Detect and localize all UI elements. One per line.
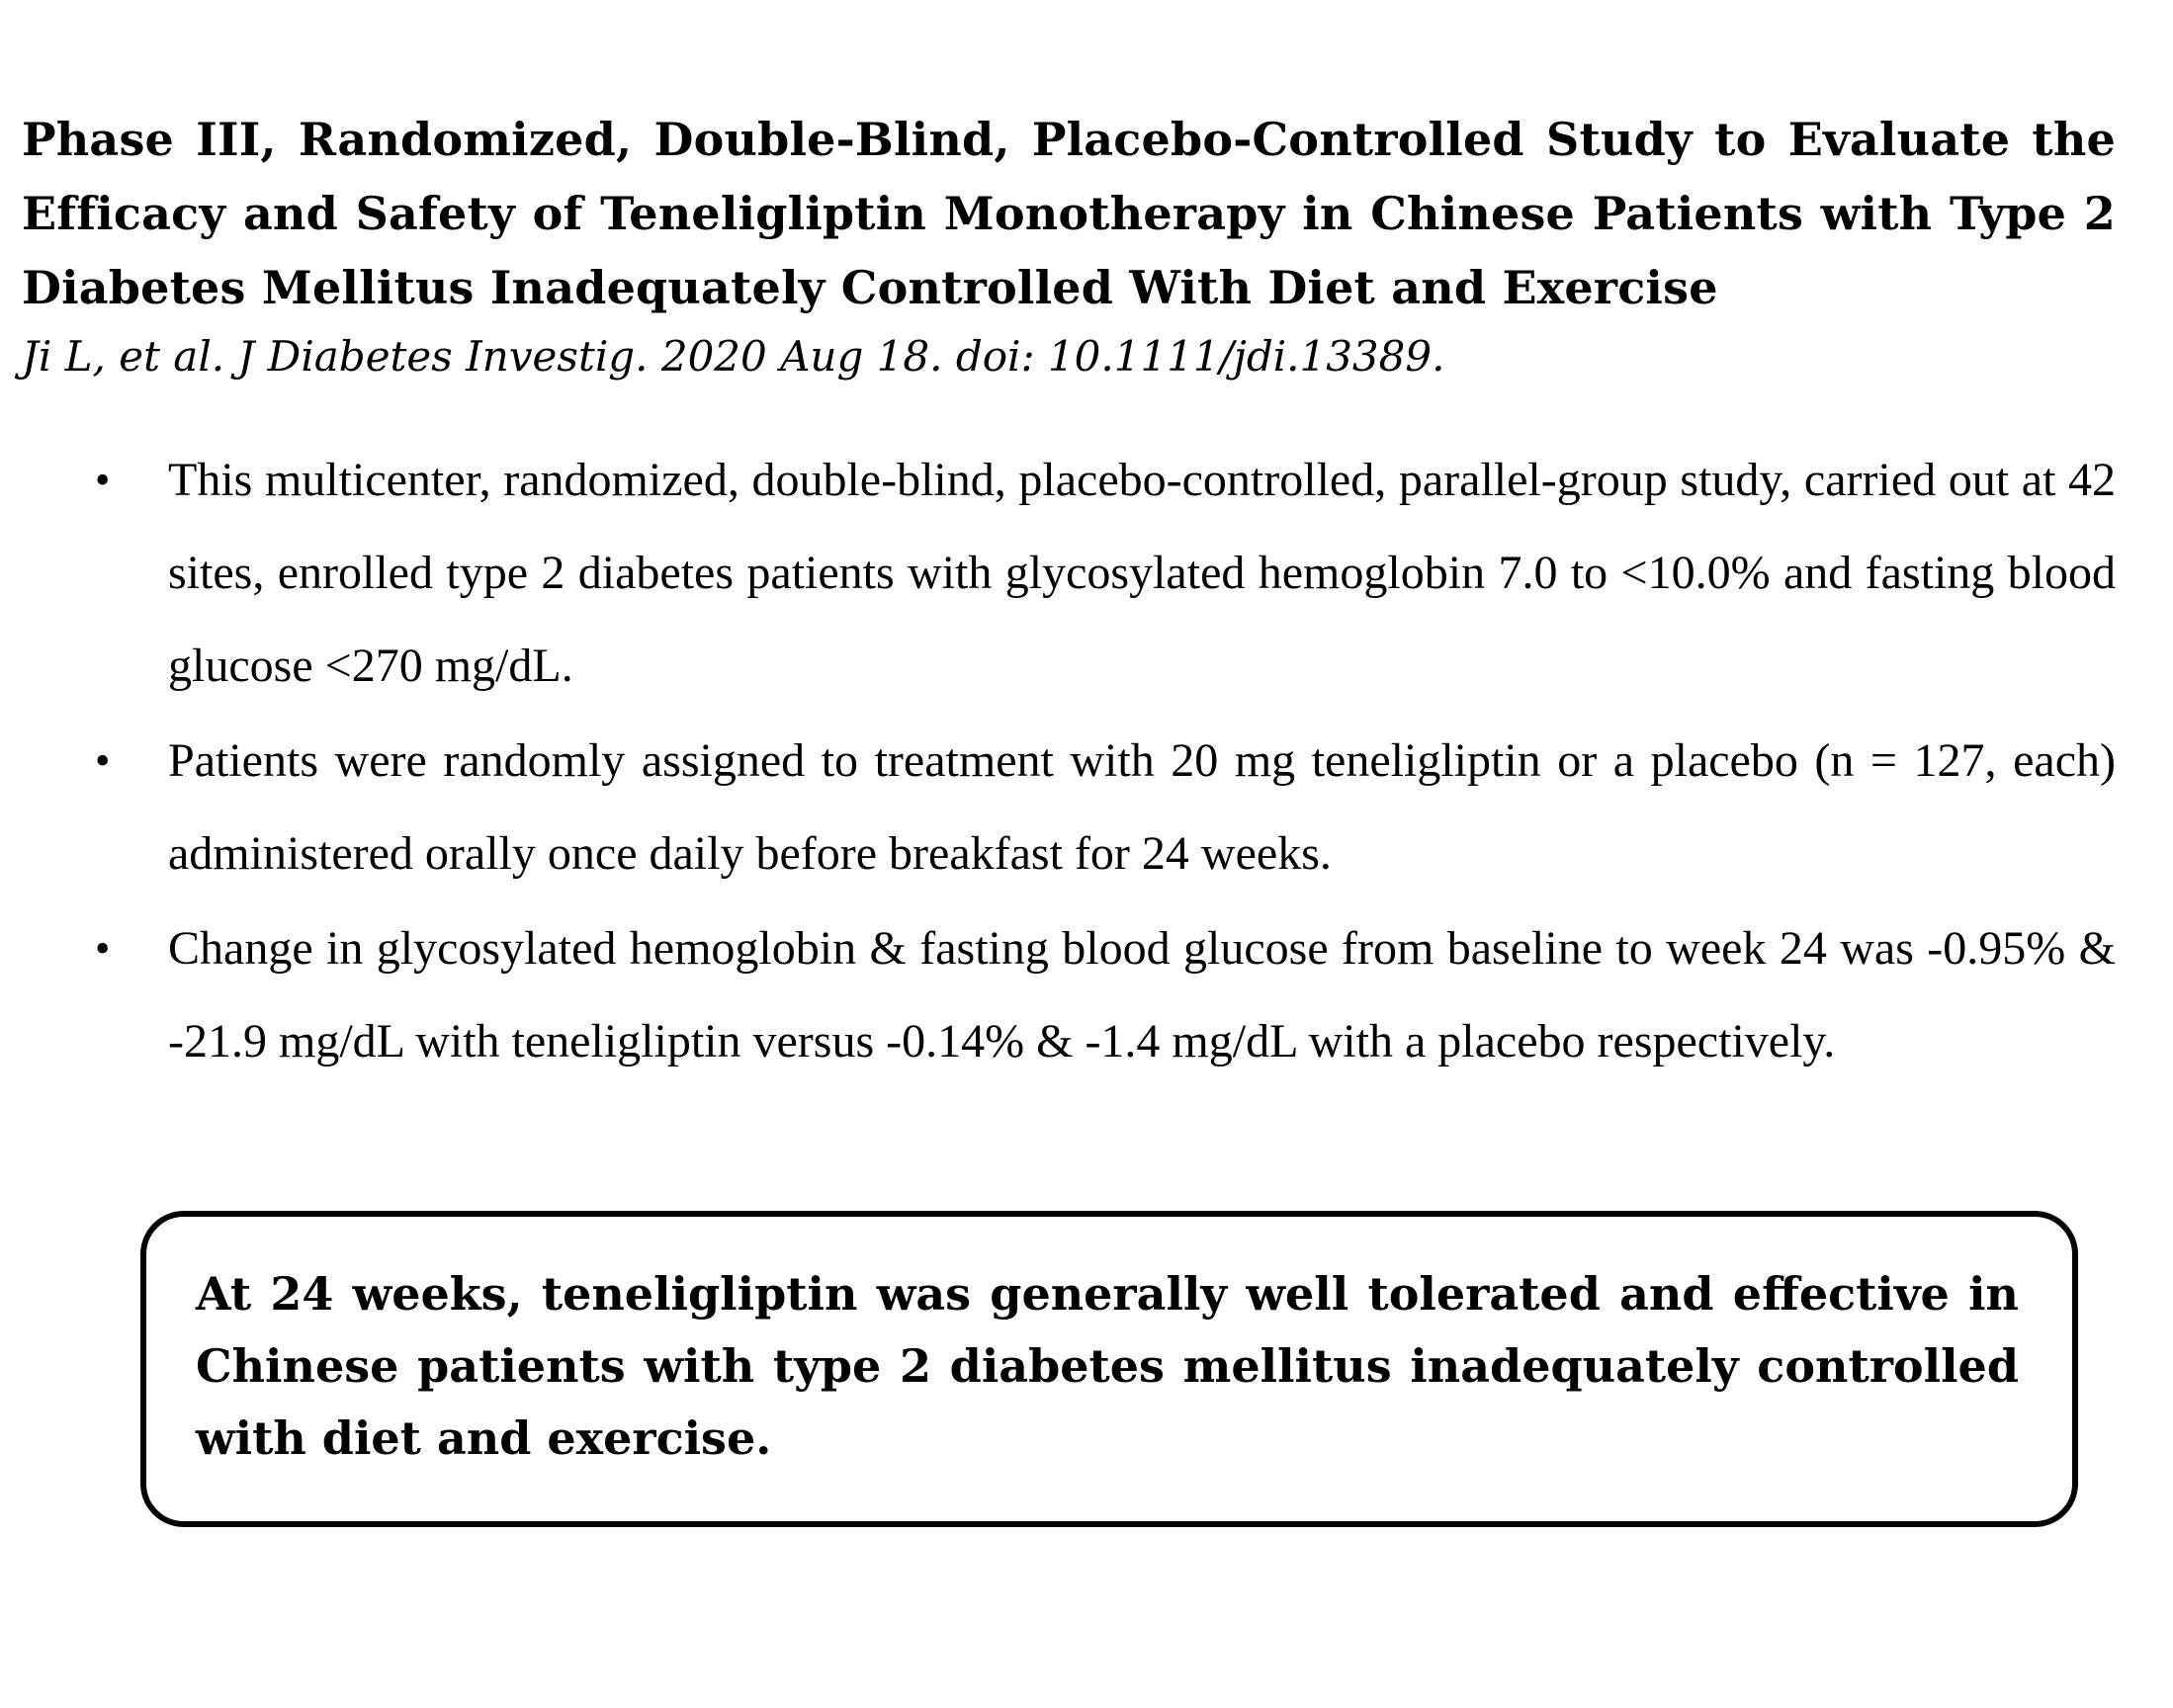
bullet-marker: • xyxy=(95,456,111,504)
bullet-marker: • xyxy=(95,736,111,785)
article-citation: Ji L, et al. J Diabetes Investig. 2020 Aug 18. doi: 10.1111/jdi.13389. xyxy=(22,332,1445,381)
conclusion-box xyxy=(140,1211,2078,1527)
summary-bullet xyxy=(95,902,2116,1088)
summary-bullet-list xyxy=(22,434,2116,1088)
conclusion-text: At 24 weeks, teneligliptin was generally well tolerated and effective in Chinese patients with type 2 diabetes mellitus inadequately controlled with diet and exercise. xyxy=(196,1267,2019,1465)
bullet-marker: • xyxy=(95,924,111,973)
summary-bullet xyxy=(95,715,2116,900)
document-page xyxy=(22,103,2116,1090)
article-title: Phase III, Randomized, Double-Blind, Placebo-Controlled Study to Evaluate the Efficacy and Safety of Teneligliptin Monotherapy in Chinese Patients with Type 2 Diabetes Mellitus Inadequately Controlled With Diet and Exercise xyxy=(22,113,2116,314)
bullet-text: Patients were randomly assigned to treatment with 20 mg teneligliptin or a placebo (n = 127, each) administered orally once daily before breakfast for 24 weeks. xyxy=(168,734,2116,880)
bullet-text: Change in glycosylated hemoglobin & fasting blood glucose from baseline to week 24 was -0.95% & -21.9 mg/dL with teneligliptin versus -0.14% & -1.4 mg/dL with a placebo respectively. xyxy=(168,922,2116,1068)
summary-bullet xyxy=(95,434,2116,713)
bullet-text: This multicenter, randomized, double-blind, placebo-controlled, parallel-group study, carried out at 42 sites, enrolled type 2 diabetes patients with glycosylated hemoglobin 7.0 to <10.0% and fasting blood glucose <270 mg/dL. xyxy=(168,454,2116,692)
